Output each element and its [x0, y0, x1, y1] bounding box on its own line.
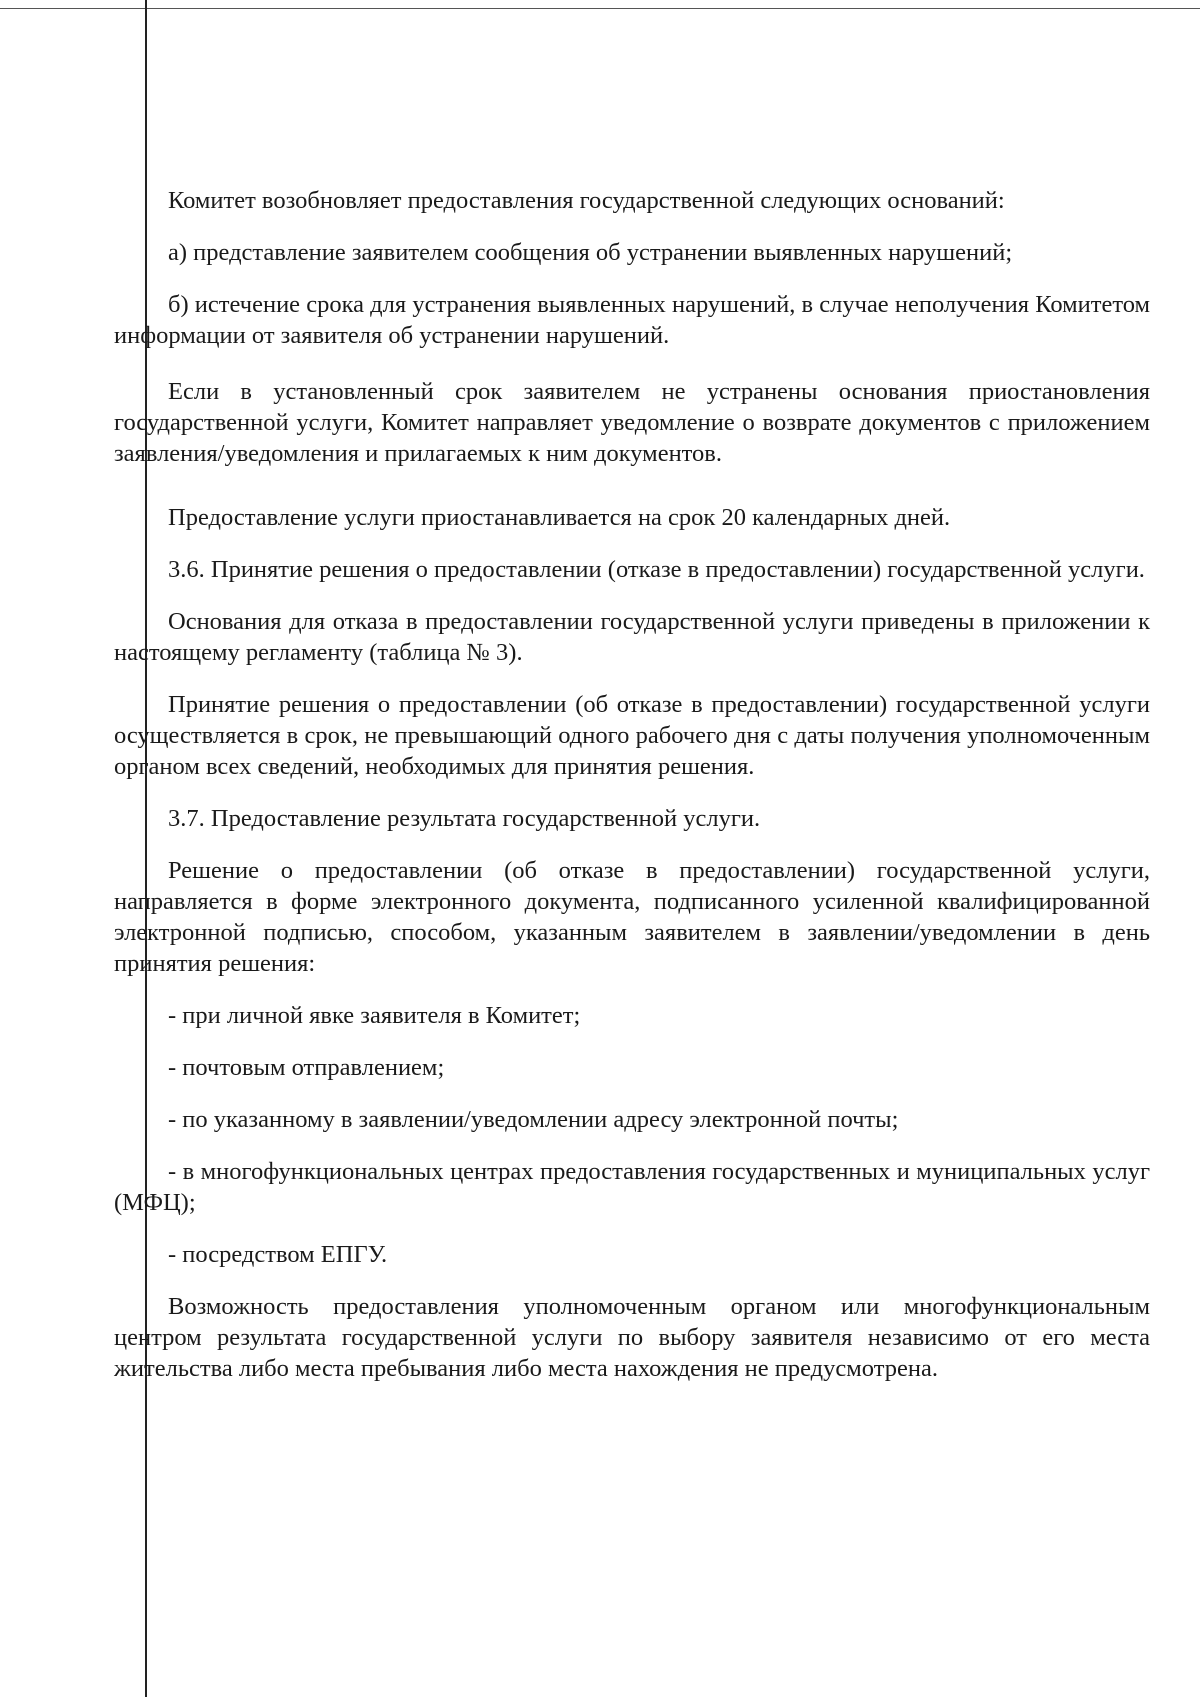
paragraph-result-delivery: Решение о предоставлении (об отказе в предоставлении) государственной услуги, направляется в форме электронного документа, подписанного усиленной квалифицированной электронной подписью, способом, указанным заявителем в заявлении/уведомлении в день принятия решения:: [114, 857, 1150, 977]
paragraph-item-a: а) представление заявителем сообщения об устранении выявленных нарушений;: [168, 239, 1013, 266]
paragraph-resumption-grounds: Комитет возобновляет предоставления государственной следующих оснований:: [168, 187, 1005, 214]
list-item-mfc: - в многофункциональных центрах предоставления государственных и муниципальных услуг (МФЦ);: [114, 1158, 1150, 1216]
paragraph-return-documents: Если в установленный срок заявителем не устранены основания приостановления государственной услуги, Комитет направляет уведомление о возврате документов с приложением заявления/уведомления и прилагаемых к ним документов.: [114, 378, 1150, 467]
section-heading-3-7: 3.7. Предоставление результата государственной услуги.: [168, 805, 761, 832]
paragraph-extraterritorial: Возможность предоставления уполномоченным органом или многофункциональным центром результата государственной услуги по выбору заявителя независимо от его места жительства либо места пребывания либо места нахождения не предусмотрена.: [114, 1293, 1150, 1382]
document-page: [114, 185, 1150, 1384]
list-item-postal: - почтовым отправлением;: [168, 1054, 445, 1081]
paragraph-refusal-grounds: Основания для отказа в предоставлении государственной услуги приведены в приложении к настоящему регламенту (таблица № 3).: [114, 608, 1150, 666]
paragraph-item-b: б) истечение срока для устранения выявленных нарушений, в случае неполучения Комитетом информации от заявителя об устранении нарушений.: [114, 291, 1150, 349]
paragraph-suspension-term: Предоставление услуги приостанавливается на срок 20 календарных дней.: [168, 504, 951, 531]
list-item-personal-visit: - при личной явке заявителя в Комитет;: [168, 1002, 581, 1029]
paragraph-decision-term: Принятие решения о предоставлении (об отказе в предоставлении) государственной услуги осуществляется в срок, не превышающий одного рабочего дня с даты получения уполномоченным органом всех сведений, необходимых для принятия решения.: [114, 691, 1150, 780]
list-item-email: - по указанному в заявлении/уведомлении адресу электронной почты;: [168, 1106, 899, 1133]
scan-edge-line: [0, 8, 1200, 9]
list-item-epgu: - посредством ЕПГУ.: [168, 1241, 388, 1268]
section-heading-3-6: 3.6. Принятие решения о предоставлении (отказе в предоставлении) государственной услуги.: [168, 556, 1145, 583]
